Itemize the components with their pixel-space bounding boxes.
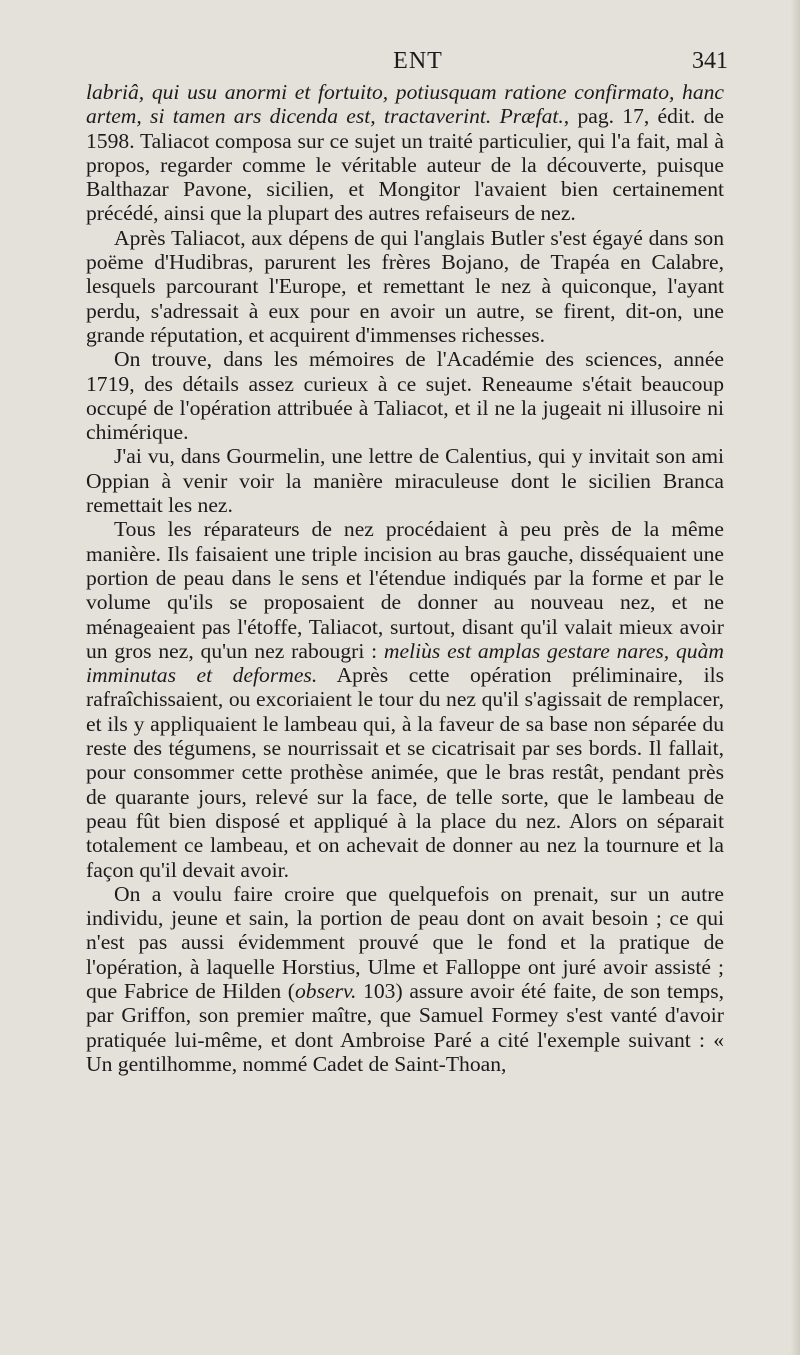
paragraph-text: On trouve, dans les mémoires de l'Académie des sciences, année 1719, des détails assez curieux à ce sujet. Reneaume s'était beaucoup occupé de l'opération attribuée à Taliacot, et il ne la jugeait ni illusoire ni chimérique. xyxy=(86,347,724,445)
paragraph-text: Après Taliacot, aux dépens de qui l'anglais Butler s'est égayé dans son poëme d'Hudibras, parurent les frères Bojano, de Trapéa en Calabre, lesquels parcourant l'Europe, et remettant le nez à quiconque, l'ayant perdu, s'adressait à eux pour en avoir un autre, se firent, dit-on, une grande réputation, et acquirent d'immenses richesses. xyxy=(86,225,724,347)
paragraph-text: Après cette opération préliminaire, ils rafraîchissaient, ou excoriaient le tour du nez qu'il s'agissait de remplacer, et ils y appliquaient le lambeau qui, à la faveur de sa base non séparée du reste des tégumens, se nourrissait et se cicatrisait par ses bords. Il fallait, pour consommer cette prothèse animée, que le bras restât, pendant près de quarante jours, relevé sur la face, de telle sorte, que le lambeau de peau fût bien disposé et appliqué à la place du nez. Alors on séparait totalement ce lambeau, et on achevait de donner au nez la tournure et la façon qu'il devait avoir. xyxy=(86,663,724,882)
paragraph-text: 103) assure avoir été faite, de son temps, par Griffon, son premier maître, que Samuel Formey s'est vanté d'avoir pratiquée lui-même, et dont Ambroise Paré a cité l'exemple suivant : « Un gentilhomme, nommé Cadet de Saint-Thoan, xyxy=(86,978,724,1076)
paragraph-2 xyxy=(86,226,724,347)
paragraph-3 xyxy=(86,347,724,444)
paragraph-5 xyxy=(86,517,724,881)
page-header xyxy=(86,48,750,80)
paragraph-text: Tous les réparateurs de nez procédaient à peu près de la même manière. Ils faisaient une triple incision au bras gauche, disséquaient une portion de peau dans le sens et l'étendue indiqués par la forme et par le volume qu'ils se proposaient de donner au nouveau nez, et ne ménageaient pas l'étoffe, Taliacot, surtout, disant qu'il valait mieux avoir un gros nez, qu'un nez rabougri : xyxy=(86,517,724,663)
page-number: 341 xyxy=(692,48,728,74)
latin-quote: labriâ, qui usu anormi et fortuito, potiusquam ratione confirmato, hanc artem, si tamen ars dicenda est, tractaverint. Præfat. xyxy=(86,80,724,129)
page-edge xyxy=(790,0,800,1355)
paragraph-text: , pag. 17, édit. de 1598. Taliacot composa sur ce sujet un traité particulier, qui l'a fait, mal à propos, regarder comme le véritable auteur de la découverte, puisque Balthazar Pavone, sicilien, et Mongitor l'avaient bien certainement précédé, ainsi que la plupart des autres refaiseurs de nez. xyxy=(86,104,724,226)
paragraph-1 xyxy=(86,80,724,226)
body-text xyxy=(86,80,724,1076)
running-head: ENT xyxy=(393,48,443,74)
latin-quote: meliùs est amplas gestare nares, quàm imminutas et deformes. xyxy=(86,638,724,688)
paragraph-text: On a voulu faire croire que quelquefois on prenait, sur un autre individu, jeune et sain, la portion de peau dont on avait besoin ; ce qui n'est pas aussi évidemment prouvé que le fond et la pratique de l'opération, à laquelle Horstius, Ulme et Falloppe ont juré avoir assisté ; que Fabrice de Hilden ( xyxy=(86,881,724,1003)
paragraph-4 xyxy=(86,444,724,517)
paragraph-6 xyxy=(86,882,724,1076)
citation-abbrev: observ. xyxy=(295,978,357,1003)
paragraph-text: J'ai vu, dans Gourmelin, une lettre de Calentius, qui y invitait son ami Oppian à venir voir la manière miraculeuse dont le sicilien Branca remettait les nez. xyxy=(86,444,724,518)
